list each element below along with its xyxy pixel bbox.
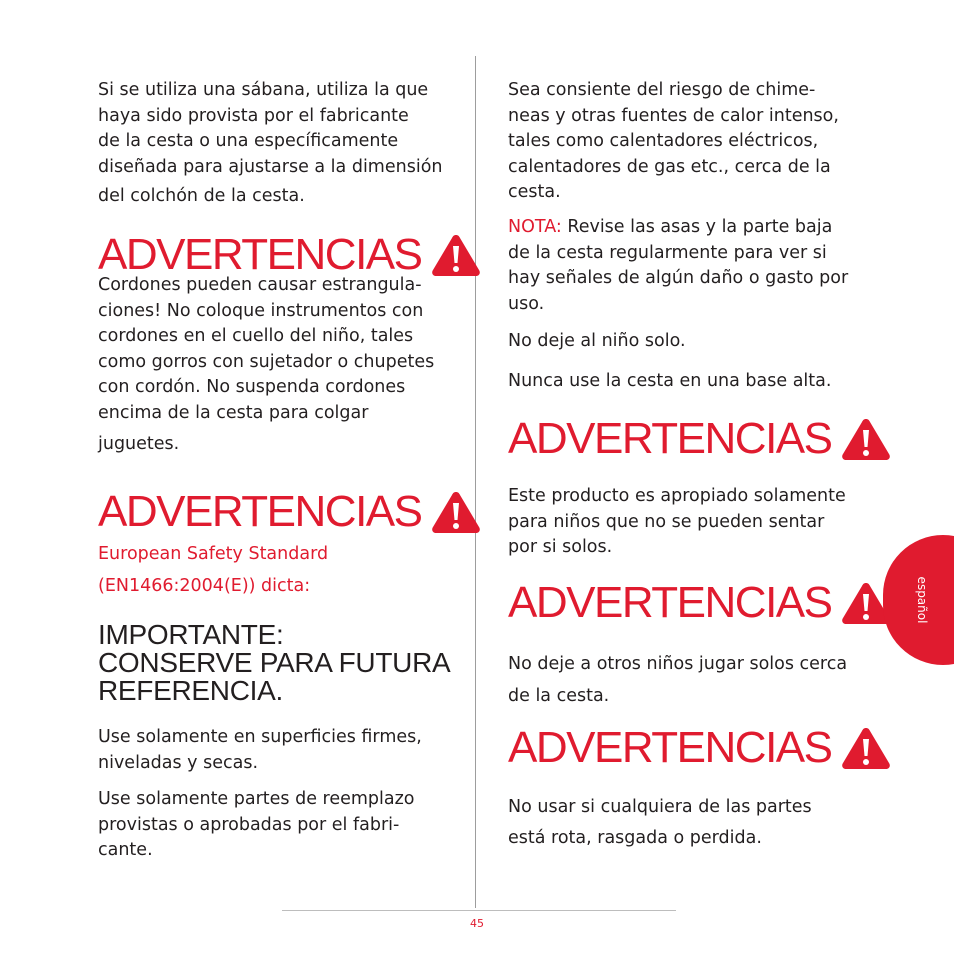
note-paragraph: NOTA: Revise las asas y la parte baja de la cesta regularmente para ver si hay señales de algún daño o gasto por uso. [508,217,849,314]
warning-heading [508,725,892,771]
warning-title: ADVERTENCIAS [508,414,832,463]
warning-heading [98,489,482,535]
warning-title: ADVERTENCIAS [98,230,422,279]
surfaces-paragraph: Use solamente en superficies firmes, niveladas y secas. [98,727,422,773]
warning-triangle-icon [840,725,892,771]
warning-heading [98,232,482,278]
note-label: NOTA: [508,217,562,237]
warning-heading [508,580,892,626]
warning-title: ADVERTENCIAS [508,578,832,627]
column-divider [475,56,476,908]
important-heading: IMPORTANTE: CONSERVE PARA FUTURA REFERENCIA. [98,619,451,706]
warning-heading [508,416,892,462]
other-children-paragraph: No deje a otros niños jugar solos cerca de la cesta. [508,654,848,706]
warning-title: ADVERTENCIAS [98,487,422,536]
alone-paragraph: No deje al niño solo. [508,331,686,351]
warning-triangle-icon [840,416,892,462]
broken-parts-paragraph: No usar si cualquiera de las partes está rota, rasgada o perdida. [508,797,812,848]
safety-standard-text: European Safety Standard (EN1466:2004(E)) dicta: [98,544,329,596]
page-number: 45 [470,917,484,930]
strangulation-paragraph: Cordones pueden causar estrangula- ciones! No coloque instrumentos con cordones en el cuello del niño, tales como gorros con sujetador o chupetes con cordón. No suspenda cordones encima de la cesta para colgar juguetes. [98,275,435,454]
suitability-paragraph: Este producto es apropiado solamente para niños que no se pueden sentar por si solos. [508,486,846,557]
high-base-paragraph: Nunca use la cesta en una base alta. [508,371,832,391]
warning-triangle-icon [430,489,482,535]
language-tab-label: español [915,576,929,624]
warning-title: ADVERTENCIAS [508,723,832,772]
replacement-parts-paragraph: Use solamente partes de reemplazo provistas o aprobadas por el fabri- cante. [98,789,415,860]
warning-triangle-icon [430,232,482,278]
footer-rule [282,910,676,911]
heat-sources-paragraph: Sea consiente del riesgo de chime- neas y otras fuentes de calor intenso, tales como calentadores eléctricos, calentadores de gas etc., cerca de la cesta. [508,80,839,202]
sheet-paragraph: Si se utiliza una sábana, utiliza la que haya sido provista por el fabricante de la cesta o una específicamente diseñada para ajustarse a la dimensión del colchón de la cesta. [98,80,443,206]
